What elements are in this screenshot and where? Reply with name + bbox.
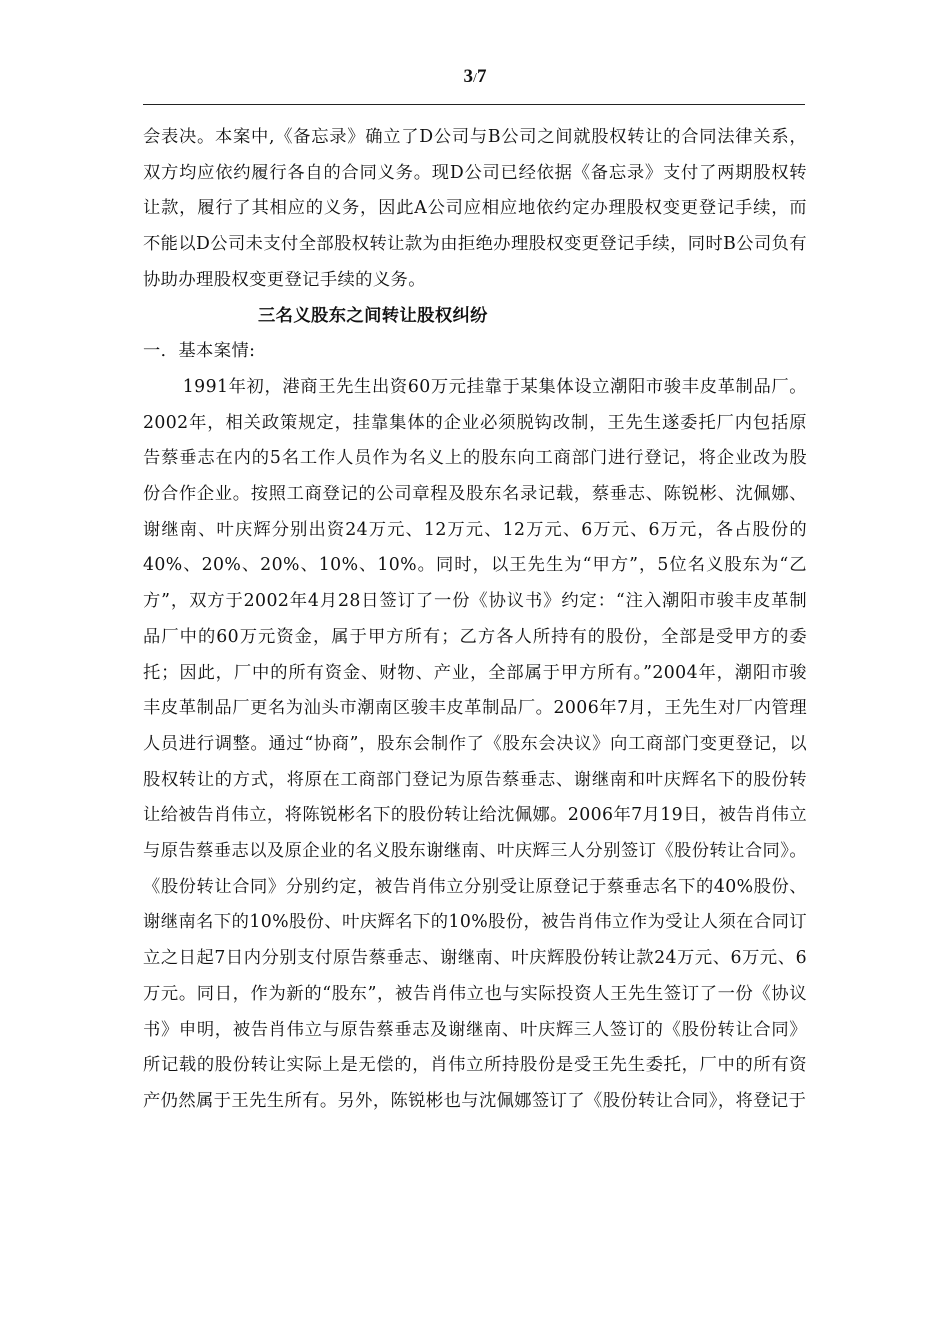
subsection-label: 一．基本案情:	[143, 341, 256, 362]
page-number-total: 7	[476, 66, 487, 87]
paragraph-case-facts: 1991年初，港商王先生出资60万元挂靠于某集体设立潮阳市骏丰皮革制品厂。2002年，相关政策规定，挂靠集体的企业必须脱钩改制，王先生遂委托厂内包括原告蔡垂志在内的5名工作人员作为名义上的股东向工商部门进行登记，将企业改为股份合作企业。按照工商登记的公司章程及股东名录记载，蔡垂志、陈锐彬、沈佩娜、谢继南、叶庆辉分别出资24万元、12万元、12万元、6万元、6万元，各占股份的40%、20%、20%、10%、10%。同时，以王先生为“甲方”，5位名义股东为“乙方”，双方于2002年4月28日签订了一份《协议书》约定：“注入潮阳市骏丰皮革制品厂中的60万元资金，属于甲方所有；乙方各人所持有的股份，全部是受甲方的委托；因此，厂中的所有资金、财物、产业，全部属于甲方所有。”2004年，潮阳市骏丰皮革制品厂更名为汕头市潮南区骏丰皮革制品厂。2006年7月，王先生对厂内管理人员进行调整。通过“协商”，股东会制作了《股东会决议》向工商部门变更登记，以股权转让的方式，将原在工商部门登记为原告蔡垂志、谢继南和叶庆辉名下的股份转让给被告肖伟立，将陈锐彬名下的股份转让给沈佩娜。2006年7月19日，被告肖伟立与原告蔡垂志以及原企业的名义股东谢继南、叶庆辉三人分别签订《股份转让合同》。《股份转让合同》分别约定，被告肖伟立分别受让原登记于蔡垂志名下的40%股份、谢继南名下的10%股份、叶庆辉名下的10%股份，被告肖伟立作为受让人须在合同订立之日起7日内分别支付原告蔡垂志、谢继南、叶庆辉股份转让款24万元、6万元、6万元。同日，作为新的“股东”，被告肖伟立也与实际投资人王先生签订了一份《协议书》申明，被告肖伟立与原告蔡垂志及谢继南、叶庆辉三人签订的《股份转让合同》所记载的股份转让实际上是无偿的，肖伟立所持股份是受王先生委托，厂中的所有资产仍然属于王先生所有。另外，陈锐彬也与沈佩娜签订了《股份转让合同》，将登记于	[143, 376, 807, 1111]
header-divider	[143, 104, 805, 105]
page-number-separator: /	[473, 71, 477, 86]
page-number	[0, 66, 950, 88]
paragraph-continuation: 会表决。本案中,《备忘录》确立了D公司与B公司之间就股权转让的合同法律关系，双方均应依约履行各自的合同义务。现D公司已经依据《备忘录》支付了两期股权转让款，履行了其相应的义务，因此A公司应相应地依约定办理股权变更登记手续，而不能以D公司未支付全部股权转让款为由拒绝办理股权变更登记手续，同时B公司负有协助办理股权变更登记手续的义务。	[143, 127, 807, 290]
section-title: 三名义股东之间转让股权纠纷	[258, 305, 488, 326]
document-body	[143, 120, 807, 1120]
page-number-current: 3	[463, 66, 474, 87]
